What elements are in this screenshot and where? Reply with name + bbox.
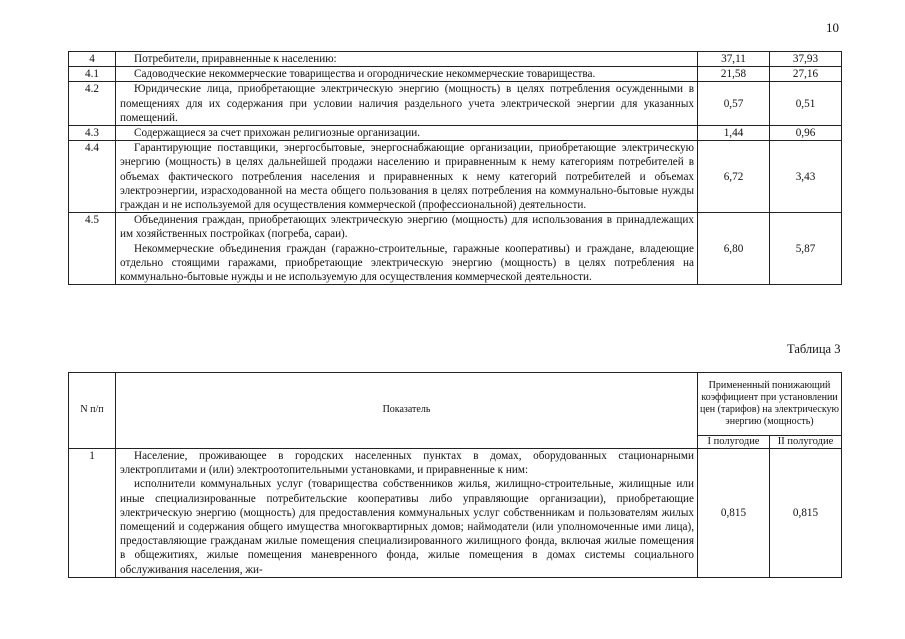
- row-paragraph: Объединения граждан, приобретающих электрическую энергию (мощность) для использования в принадлежащих им хозяйственных постройках (погреба, сараи).: [120, 214, 694, 241]
- table-caption: Таблица 3: [787, 342, 841, 356]
- row-number: 4.3: [69, 126, 116, 141]
- value-second-half: 0,815: [770, 449, 842, 578]
- table-row: [69, 67, 842, 82]
- value-second-half: 0,96: [770, 126, 842, 141]
- row-number: 1: [69, 449, 116, 578]
- header-np: N п/п: [69, 373, 116, 449]
- row-paragraph: исполнители коммунальных услуг (товарищества собственников жилья, жилищно-строительные, жилищные или иные специализированные потребительские кооперативы либо управляющие организации), приобретающие электрическую энергию (мощность) для предоставления коммунальных услуг собственникам и пользователям жилых помещений и содержания общего имущества многоквартирных домов; наймодатели (или уполномоченные ими лица), предоставляющие гражданам жилые помещения специализированного жилищного фонда, включая жилые помещения в общежитиях, жилые помещения маневренного фонда, жилые помещения в домах системы социального обслуживания населения, жи-: [120, 478, 694, 576]
- table-row: [69, 213, 842, 285]
- row-description: [116, 126, 698, 141]
- row-number: 4.4: [69, 141, 116, 213]
- row-number: 4: [69, 52, 116, 67]
- row-paragraph: Население, проживающее в городских населенных пунктах в домах, оборудованных стационарными электроплитами и (или) электроотопительными установками, и приравненные к ним:: [120, 450, 694, 477]
- row-paragraph: Гарантирующие поставщики, энергосбытовые, энергоснабжающие организации, приобретающие электрическую энергию (мощность) в целях дальнейшей продажи населению и приравненным к нему категориям потребителей в объемах фактического потребления населения и приравненных к нему категорий потребителей и объемах электроэнергии, израсходованной на места общего пользования в целях потребления на коммунально-бытовые нужды граждан и не используемой для осуществления коммерческой (профессиональной) деятельности.: [120, 142, 694, 212]
- row-description: [116, 82, 698, 126]
- page-number: 10: [826, 20, 839, 35]
- row-description: [116, 141, 698, 213]
- row-description: [116, 213, 698, 285]
- row-paragraph: Юридические лица, приобретающие электрическую энергию (мощность) в целях потребления осужденными в помещениях для их содержания при условии наличия раздельного учета электрической энергии для указанных помещений.: [120, 83, 694, 124]
- row-description: [116, 67, 698, 82]
- header-first-half: I полугодие: [698, 436, 770, 449]
- value-first-half: 6,80: [698, 213, 770, 285]
- row-number: 4.1: [69, 67, 116, 82]
- table-row: [69, 449, 842, 578]
- row-paragraph: Некоммерческие объединения граждан (гаражно-строительные, гаражные кооперативы) и граждане, владеющие отдельно стоящими гаражами, приобретающие электрическую энергию (мощность) в целях потребления на коммунально-бытовые нужды и не используемую для осуществления коммерческой деятельности.: [120, 242, 694, 284]
- row-description: [116, 449, 698, 578]
- header-coefficient: Примененный понижающий коэффициент при установлении цен (тарифов) на электрическую энергию (мощность): [698, 373, 842, 436]
- row-paragraph: Садоводческие некоммерческие товарищества и огороднические некоммерческие товарищества.: [134, 68, 596, 81]
- value-second-half: 5,87: [770, 213, 842, 285]
- value-first-half: 6,72: [698, 141, 770, 213]
- table-row: [69, 52, 842, 67]
- table-row: [69, 141, 842, 213]
- value-first-half: 0,57: [698, 82, 770, 126]
- header-second-half: II полугодие: [770, 436, 842, 449]
- value-first-half: 1,44: [698, 126, 770, 141]
- row-paragraph: Содержащиеся за счет прихожан религиозные организации.: [134, 127, 421, 140]
- value-second-half: 3,43: [770, 141, 842, 213]
- header-indicator: Показатель: [116, 373, 698, 449]
- value-first-half: 21,58: [698, 67, 770, 82]
- tariff-continuation-table: [68, 51, 842, 285]
- header-row: [69, 373, 842, 436]
- table-3: [68, 372, 842, 578]
- value-second-half: 0,51: [770, 82, 842, 126]
- value-second-half: 37,93: [770, 52, 842, 67]
- value-first-half: 37,11: [698, 52, 770, 67]
- table-row: [69, 126, 842, 141]
- table-row: [69, 82, 842, 126]
- row-paragraph: Потребители, приравненные к населению:: [134, 53, 337, 65]
- row-number: 4.2: [69, 82, 116, 126]
- value-first-half: 0,815: [698, 449, 770, 578]
- row-description: [116, 52, 698, 67]
- row-number: 4.5: [69, 213, 116, 285]
- value-second-half: 27,16: [770, 67, 842, 82]
